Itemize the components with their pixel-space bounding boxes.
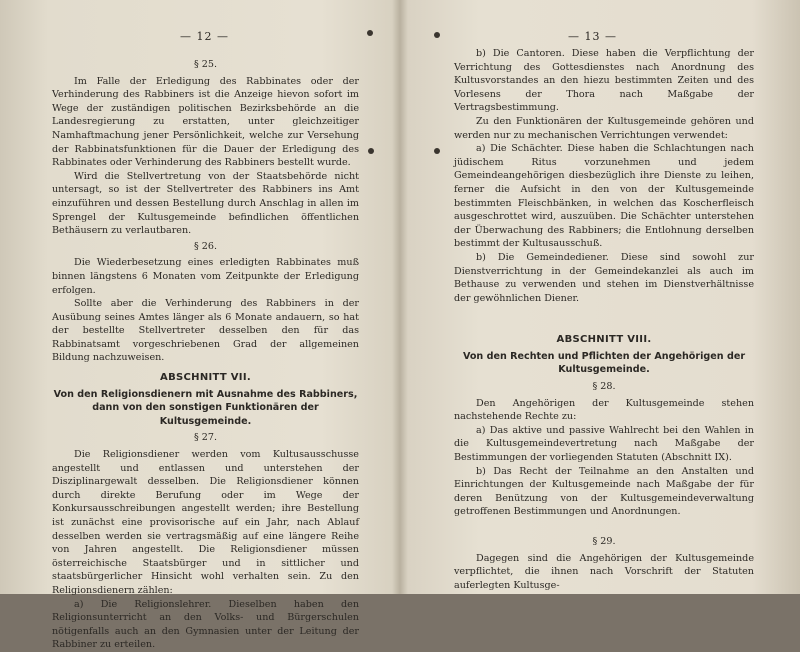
binding-hole <box>434 148 440 154</box>
abschnitt-viii-title: Von den Rechten und Pflichten der Angehörigen der Kultusgemeinde. <box>462 350 746 376</box>
section-28-heading: § 28. <box>592 381 616 393</box>
section-25-heading: § 25. <box>193 59 218 70</box>
abschnitt-viii-heading: ABSCHNITT VIII. <box>556 334 652 346</box>
section-28-item-b: b) Das Recht der Teilnahme an den Anstalten und Einrichtungen der Kultusgemeinde nach Maßgabe der für deren Benützung von der Kultusgemeindeverwaltung getroffenen Bestimmungen und Anordnungen. <box>454 465 754 518</box>
binding-hole <box>368 148 374 154</box>
binding-hole <box>367 30 373 36</box>
section-26-paragraph-1: Die Wiederbesetzung eines erledigten Rabbinates muß binnen längstens 6 Monaten vom Zeitpunkte der Erledigung erfolgen. <box>52 257 359 296</box>
page-number-right: — 13 — <box>568 30 617 43</box>
abschnitt-vii-title: Von den Religionsdienern mit Ausnahme des Rabbiners, dann von den sonstigen Funktionären der Kultusgemeinde. <box>53 388 358 427</box>
section-27-heading: § 27. <box>193 432 218 444</box>
section-27-paragraph-1: Die Religionsdiener werden vom Kultusausschusse angestellt und entlassen und unterstehen der Disziplinargewalt desselben. Die Religionsdiener können durch direkte Berufung oder im Wege der Konkursausschreibungen angestellt werden; ihre Bestellung ist zunächst eine provisorische auf ein Jahr, nach Ablauf desselben werden sie vertragsmäßig auf eine längere Reihe von Jahren angestellt. Die Religionsdiener müssen österreichische Staatsbürger und in sittlicher und staatsbürgerlicher Hinsicht wohl verhalten sein. Zu den Religionsdienern zählen: <box>52 449 359 596</box>
section-26-heading: § 26. <box>193 240 218 252</box>
left-page-text <box>52 56 359 652</box>
section-29-heading: § 29. <box>592 536 616 547</box>
section-28-item-a: a) Das aktive und passive Wahlrecht bei den Wahlen in die Kultusgemeindevertretung nach Maßgabe der Bestimmungen der vorliegenden Statuten (Abschnitt IX). <box>454 424 754 464</box>
section-25-paragraph-2: Wird die Stellvertretung von der Staatsbehörde nicht untersagt, so ist der Stellvertreter des Rabbiners ins Amt einzuführen und dessen Bestellung durch Anschlag in allen im Sprengel der Kultusgemeinde befindlichen öffentlichen Bethäusern zu verlautbaren. <box>52 170 359 237</box>
left-page <box>0 0 400 651</box>
section-28-intro: Den Angehörigen der Kultusgemeinde stehen nachstehende Rechte zu: <box>454 397 754 423</box>
item-b-cantoren: b) Die Cantoren. Diese haben die Verpflichtung der Verrichtung des Gottesdienstes nach Anordnung des Kultusvorstandes an den hiezu bestimmten Zeiten und des Vorlesens der Thora nach Maßgabe der Vertragsbestimmung. <box>454 48 754 114</box>
funktionaere-intro: Zu den Funktionären der Kultusgemeinde gehören und werden nur zu mechanischen Verrichtungen verwendet: <box>454 115 754 141</box>
spacer <box>454 305 754 327</box>
right-page-text <box>454 47 754 592</box>
spacer <box>454 519 754 533</box>
binding-hole <box>434 32 440 38</box>
section-26-paragraph-2: Sollte aber die Verhinderung des Rabbiners in der Ausübung seines Amtes länger als 6 Monate andauern, so hat der bestellte Stellvertreter desselben den für das Rabbinatsamt vorgeschriebenen Grad der allgemeinen Bildung nachzuweisen. <box>52 298 359 364</box>
section-29-paragraph-1: Dagegen sind die Angehörigen der Kultusgemeinde verpflichtet, die ihnen nach Vorschrift der Statuten auferlegten Kultusge- <box>454 552 754 591</box>
right-page <box>400 0 800 594</box>
section-27-item-a: a) Die Religionslehrer. Dieselben haben den Religionsunterricht an den Volks- und Bürgerschulen nötigenfalls auch an den Gymnasien unter der Leitung der Rabbiner zu erteilen. <box>52 598 359 651</box>
item-b-gemeindediener: b) Die Gemeindediener. Diese sind sowohl zur Dienstverrichtung in der Gemeindekanzlei als auch im Bethause zu verwenden und stehen im Dienstverhältnisse der gewöhnlichen Diener. <box>454 251 754 304</box>
page-number-left: — 12 — <box>180 30 229 43</box>
abschnitt-vii-heading: ABSCHNITT VII. <box>160 372 251 384</box>
item-a-schaechter: a) Die Schächter. Diese haben die Schlachtungen nach jüdischem Ritus vorzunehmen und jedem Gemeindeangehörigen diesbezüglich ihre Dienste zu leihen, ferner die Aufsicht in den von der Kultusgemeinde bestimmten Fleischbänken, in welchen das Koscherfleisch ausgeschrottet wird, auszuüben. Die Schächter unterstehen der Überwachung des Rabbiners; die Entlohnung derselben bestimmt der Kultusausschuß. <box>454 143 754 250</box>
section-25-paragraph-1: Im Falle der Erledigung des Rabbinates oder der Verhinderung des Rabbiners ist die Anzeige hievon sofort im Wege der zuständigen politischen Bezirksbehörde an die Landesregierung zu erstatten, unter gleichzeitiger Namhaftmachung jener Persönlichkeit, welche zur Versehung der Rabbinatsfunktionen für die Dauer der Erledigung des Rabbinates oder Verhinderung des Rabbiners bestellt wurde. <box>52 75 359 169</box>
